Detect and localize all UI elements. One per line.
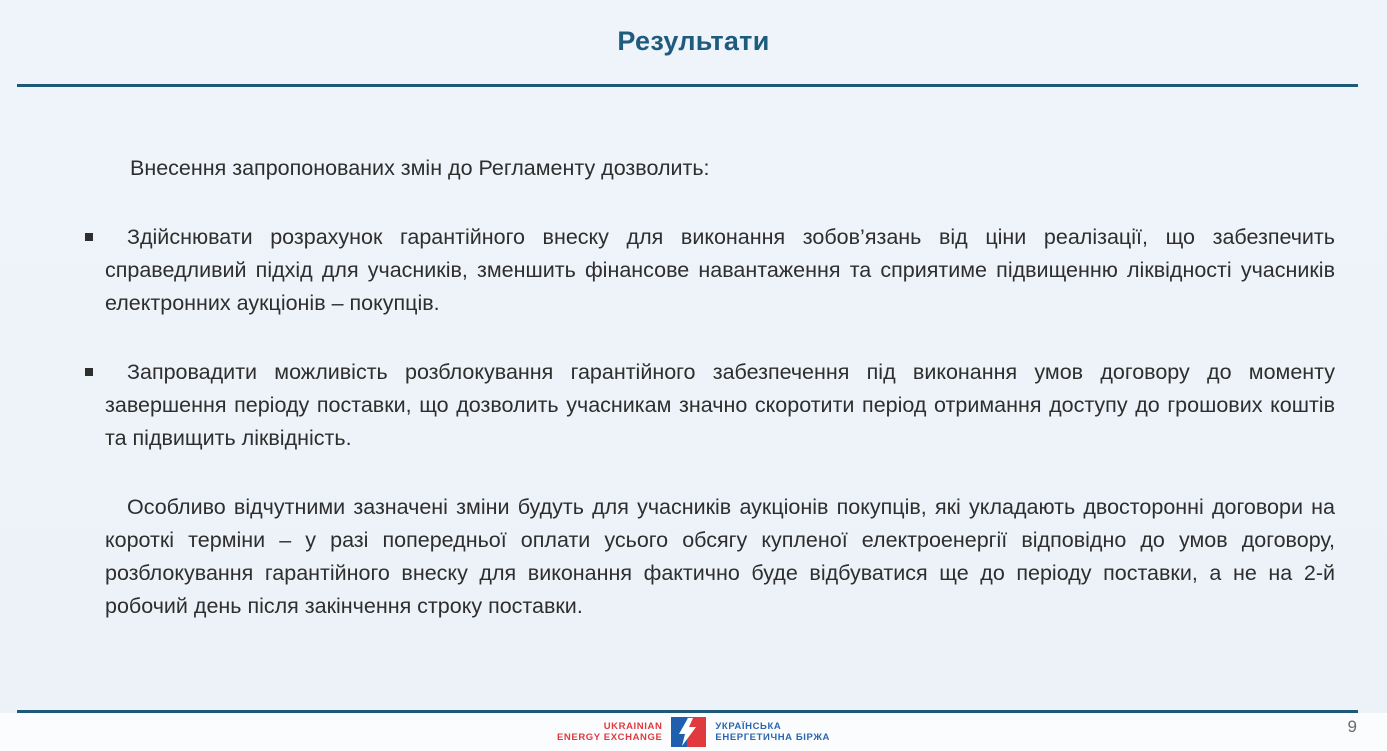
bullet-item (105, 221, 1335, 320)
logo-en-line1: UKRAINIAN (603, 720, 663, 732)
slide-body (105, 152, 1335, 659)
logo-text-english (557, 721, 662, 744)
logo-ua-line2: ЕНЕРГЕТИЧНА БІРЖА (715, 732, 831, 743)
logo-text-ukrainian (715, 721, 830, 744)
logo-ua-line1: УКРАЇНСЬКА (715, 720, 782, 732)
bullet-text: Здійснювати розрахунок гарантійного внеску для виконання зобов’язань від ціни реалізації, що забезпечить справедливий підхід для учасників, зменшить фінансове навантаження та сприятиме підвищенню ліквідності учасників електронних аукціонів – покупців. (105, 225, 1335, 315)
closing-text: Особливо відчутними зазначені зміни будуть для учасників аукціонів покупців, які укладають двосторонні договори на короткі терміни – у разі попередньої оплати усього обсягу купленої електроенергії відповідно до умов договору, розблокування гарантійного внеску для виконання фактично буде відбуватися ще до періоду поставки, а не на 2-й робочий день після закінчення строку поставки. (105, 495, 1335, 618)
bullet-text: Запровадити можливість розблокування гарантійного забезпечення під виконання умов договору до моменту завершення періоду поставки, що дозволить учасникам значно скоротити період отримання доступу до грошових коштів та підвищить ліквідність. (105, 360, 1335, 450)
intro-paragraph: Внесення запропонованих змін до Регламенту дозволить: (130, 156, 710, 180)
bullet-square-icon (85, 233, 93, 241)
logo-en-line2: ENERGY EXCHANGE (556, 732, 663, 743)
bullet-square-icon (85, 368, 93, 376)
energy-exchange-logo-icon (671, 717, 706, 747)
title-divider-line (17, 84, 1358, 87)
footer-logo (0, 717, 1387, 747)
page-number: 9 (1347, 717, 1357, 736)
closing-paragraph (105, 491, 1335, 623)
bullet-item (105, 356, 1335, 455)
slide-title: Результати (617, 26, 770, 56)
